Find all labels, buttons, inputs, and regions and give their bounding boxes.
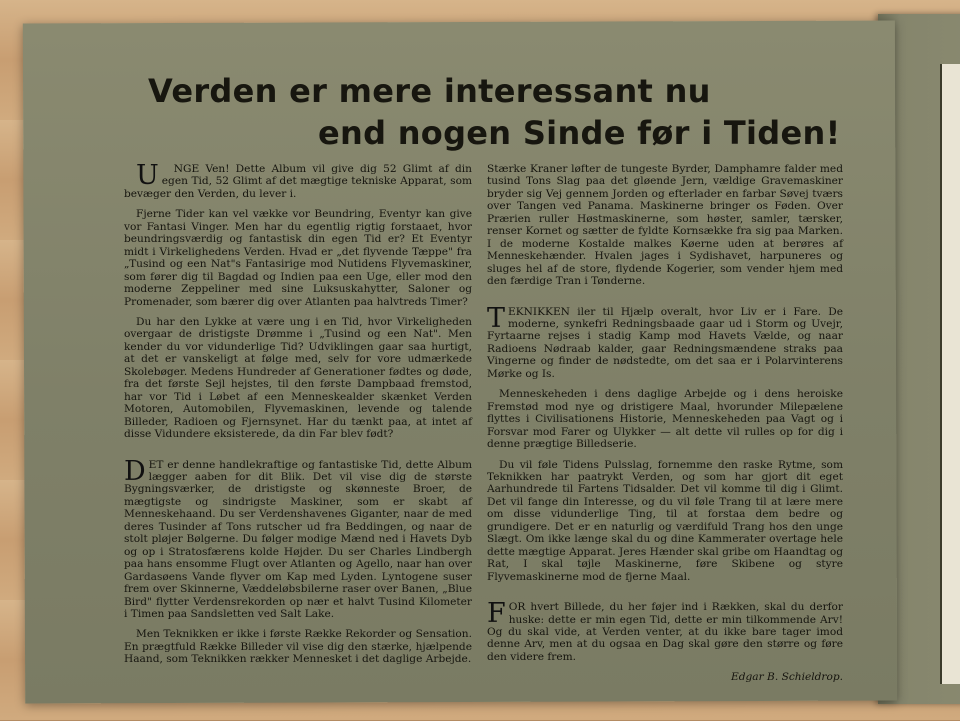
- paragraph-text: OR hvert Billede, du her føjer ind i Rækken, skal du derfor huske: dette er min egen Tid, dette er min tilkommende Arv! Og du skal vide, at Verden venter, at du ikke bare tager imod denne Arv, men at du ogsaa en Dag skal gøre den større og føre den videre frem.: [487, 601, 843, 663]
- facing-page-content: [940, 64, 960, 684]
- section-paragraph: [487, 302, 843, 381]
- closing-paragraph: [487, 598, 843, 663]
- body-paragraph: Du har den Lykke at være ung i en Tid, hvor Virkeligheden overgaar de dristigste Drømme i „Tusind og een Nat". Men kender du vor vidunderlige Tid? Udviklingen gaar saa hurtigt, at det er vanskeligt at følge med, selv for vore udmærkede Skolebøger. Medens Hundreder af Generationer fødtes og døde, fra det første Sejl hejstes, til den første Dampbaad fremstod, har vor Tid i Løbet af een Menneskealder skænket Verden Motoren, Automobilen, Flyvemaskinen, levende og talende Billeder, Radioen og Fjernsynet. Har du tænkt paa, at intet af disse Vidundere eksisterede, da din Far blev født?: [124, 315, 472, 441]
- page-title-line-2: end nogen Sinde før i Tiden!: [318, 114, 841, 152]
- drop-cap: U: [136, 160, 159, 191]
- page-title-line-1: Verden er mere interessant nu: [148, 72, 711, 110]
- author-signature: Edgar B. Schieldrop.: [731, 671, 843, 684]
- drop-cap: D: [124, 455, 146, 487]
- body-paragraph: Menneskeheden i dens daglige Arbejde og i dens heroiske Fremstød mod nye og dristigere Maal, hvorunder Milepælene flyttes i Civilisationens Historie, Menneskeheden paa Vagt og i Forsvar mod Farer og Ulykker — alt dette vil rulles op for dig i denne prægtige Billedserie.: [487, 388, 843, 451]
- drop-cap: F: [487, 598, 506, 630]
- left-column: [124, 160, 472, 674]
- body-paragraph: Fjerne Tider kan vel vække vor Beundring, Eventyr kan give vor Fantasi Vinger. Men har du egentlig rigtig forstaaet, hvor beundringsværdig og fantastisk din egen Tid er? Et Eventyr midt i Virkelighedens Verden. Hvad er „det flyvende Tæppe" fra „Tusind og een Nat"s Fantasirige mod Nutidens Flyvemaskiner, som fører dig til Bagdad og Indien paa een Uge, eller mod den moderne Zeppeliner med sine Luksuskahytter, Saloner og Promenader, som bærer dig over Atlanten paa halvtreds Timer?: [124, 208, 472, 308]
- right-column: [487, 163, 843, 692]
- body-paragraph: Men Teknikken er ikke i første Række Rekorder og Sensation. En prægtfuld Række Billeder vil vise dig den stærke, hjælpende Haand, som Teknikken rækker Mennesket i det daglige Arbejde.: [124, 628, 472, 666]
- body-paragraph: Stærke Kraner løfter de tungeste Byrder, Damphamre falder med tusind Tons Slag paa det gløende Jern, vældige Gravemaskiner bryder sig Vej gennem Jorden og efterlader en farbar Søvej tværs over Tangen ved Panama. Maskinerne bringer os Føden. Over Prærien ruller Høstmaskinerne, som høster, samler, tærsker, renser Kornet og sætter de fyldte Kornsække fra sig paa Marken. I de moderne Kostalde malkes Køerne uden at berøres af Menneskehænder. Hvalen jages i Sydishavet, harpuneres og sluges hel af de store, flydende Kogerier, som vender hjem med den færdige Tran i Tønderne.: [487, 163, 843, 288]
- section-paragraph: [124, 455, 472, 621]
- intro-paragraph: [124, 160, 472, 200]
- body-paragraph: Du vil føle Tidens Pulsslag, fornemme den raske Rytme, som Teknikken har paatrykt Verden, og som har gjort dit eget Aarhundrede til Fartens Tidsalder. Det vil komme til dig i Glimt. Det vil fange din Interesse, og du vil føle Trang til at lære mere om disse vidunderlige Ting, til at forstaa dem bedre og grundigere. Det er en naturlig og værdifuld Trang hos den unge Slægt. Om ikke længe skal du og dine Kammerater overtage hele dette mægtige Apparat. Jeres Hænder skal gribe om Haandtag og Rat, I skal tøjle Maskinerne, føre Skibene og styre Flyvemaskinerne mod de fjerne Maal.: [487, 458, 843, 583]
- paragraph-text: NGE Ven! Dette Album vil give dig 52 Glimt af din egen Tid, 52 Glimt af det mægtige tekniske Apparat, som bevæger den Verden, du lever i.: [124, 163, 472, 200]
- paragraph-text: EKNIKKEN iler til Hjælp overalt, hvor Liv er i Fare. De moderne, synkefri Redningsbaade gaar ud i Storm og Uvejr, Fyrtaarne rejses i stadig Kamp mod Havets Vælde, og naar Radioens Nødraab kalder, gaar Redningsmændene straks paa Vingerne og finder de nødstedte, om det saa er i Polarvinterens Mørke og Is.: [487, 305, 843, 380]
- paragraph-text: ET er denne handlekraftige og fantastiske Tid, dette Album lægger aaben for dit Blik. Det vil vise dig de største Bygningsværker, de dristigste og skønneste Broer, de mægtigste og sindrigste Maskiner, som er skabt af Menneskehaand. Du ser Verdenshavenes Giganter, naar de med deres Tusinder af Tons rutscher ud fra Beddingen, og naar de stolt pløjer Bølgerne. Du følger modige Mænd ned i Havets Dyb og op i Stratosfærens kolde Højder. Du ser Charles Lindbergh paa hans ensomme Flugt over Atlanten og Agello, naar han over Gardasøens Vande flyver om Kap med Lyden. Lyntogene suser frem over Skinnerne, Væddeløbsbilerne raser over Banen, „Blue Bird" flytter Verdensrekorden op nær et halvt Tusind Kilometer i Timen paa Sandsletten ved Salt Lake.: [124, 458, 472, 620]
- drop-cap: T: [487, 302, 506, 334]
